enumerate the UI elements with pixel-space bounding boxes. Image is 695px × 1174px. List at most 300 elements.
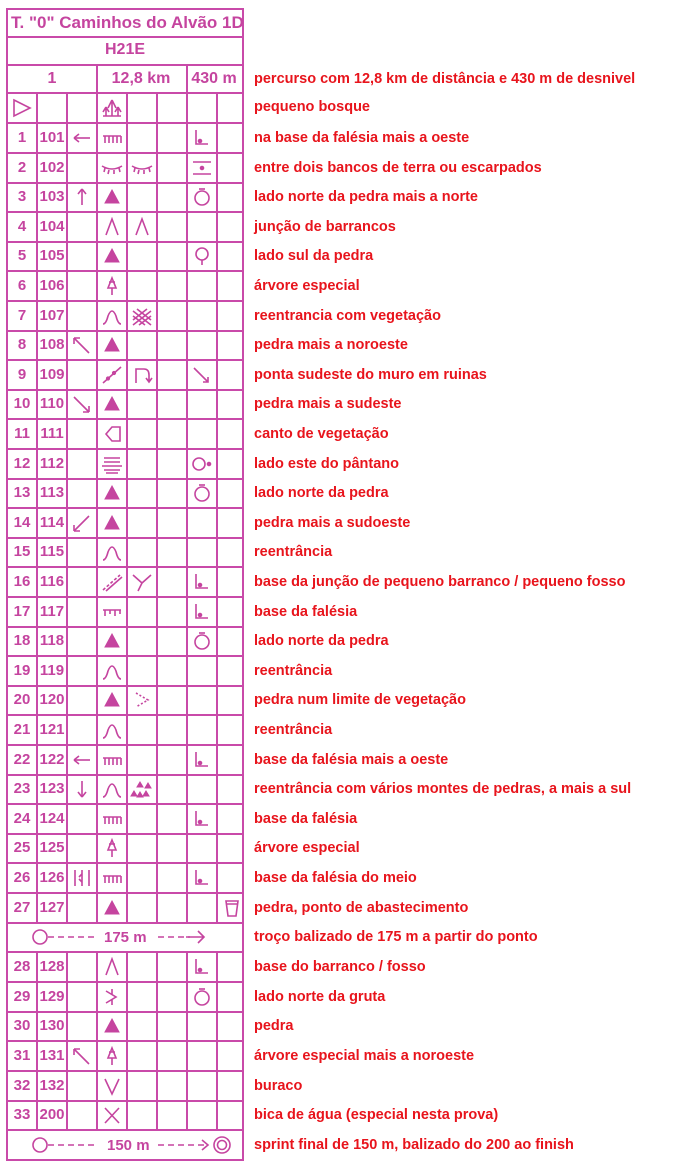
direction-s-icon <box>70 779 94 799</box>
column-f-dimensions <box>158 479 188 507</box>
column-c-which <box>68 864 98 892</box>
control-description: lado norte da gruta <box>254 988 386 1005</box>
column-d-feature <box>98 450 128 478</box>
control-number: 9 <box>8 361 38 389</box>
column-d-feature <box>98 1072 128 1100</box>
control-code: 113 <box>38 479 68 507</box>
column-c-which <box>68 390 98 418</box>
control-number: 19 <box>8 657 38 685</box>
column-f-dimensions <box>158 1042 188 1070</box>
gully-icon <box>100 217 124 237</box>
start-triangle-icon <box>10 98 34 118</box>
column-g-location <box>188 775 218 803</box>
column-d-feature <box>98 479 128 507</box>
column-h-other <box>218 775 246 803</box>
column-f-dimensions <box>158 361 188 389</box>
column-e-appearance <box>128 983 158 1011</box>
column-f-dimensions <box>158 390 188 418</box>
control-row <box>6 213 244 243</box>
column-h-other <box>218 1042 246 1070</box>
column-e-appearance <box>128 450 158 478</box>
re-entrant-icon <box>100 542 124 562</box>
column-h-other <box>218 627 246 655</box>
water-point-icon <box>100 1105 124 1125</box>
control-row <box>6 1072 244 1102</box>
column-c-which <box>68 834 98 862</box>
column-d-feature <box>98 272 128 300</box>
control-row <box>6 242 244 272</box>
course-climb: 430 m <box>191 70 237 87</box>
se-tip-icon <box>190 365 214 385</box>
column-g-location <box>188 746 218 774</box>
control-number: 11 <box>8 420 38 448</box>
column-e-appearance <box>128 420 158 448</box>
control-description: reentrancia com vegetação <box>254 307 441 324</box>
control-code: 112 <box>38 450 68 478</box>
column-g-location <box>188 568 218 596</box>
boulder-icon <box>100 483 124 503</box>
control-description: base da falésia mais a oeste <box>254 751 449 768</box>
column-g-location <box>188 1072 218 1100</box>
ditch-icon <box>100 572 124 592</box>
direction-w-icon <box>70 128 94 148</box>
column-c-which <box>68 1012 98 1040</box>
column-f-dimensions <box>158 568 188 596</box>
veg-corner-icon <box>100 424 124 444</box>
boulder-icon <box>100 246 124 266</box>
column-c-which <box>68 1101 98 1129</box>
cliff-icon <box>100 128 124 148</box>
control-number: 23 <box>8 775 38 803</box>
control-code: 119 <box>38 657 68 685</box>
north-side-icon <box>190 187 214 207</box>
column-h-other <box>218 834 246 862</box>
gully-icon <box>100 957 124 977</box>
column-g-location <box>188 598 218 626</box>
column-c-which <box>68 154 98 182</box>
control-description: buraco <box>254 1077 303 1094</box>
junction-icon <box>130 572 154 592</box>
column-c-which <box>68 983 98 1011</box>
column-h-other <box>218 746 246 774</box>
base-icon <box>190 602 214 622</box>
control-number: 31 <box>8 1042 38 1070</box>
control-number: 20 <box>8 686 38 714</box>
control-row <box>6 657 244 687</box>
control-description: pedra num limite de vegetação <box>254 692 466 709</box>
column-f-dimensions <box>158 242 188 270</box>
control-row <box>6 598 244 628</box>
control-number: 33 <box>8 1101 38 1129</box>
boulder-icon <box>100 394 124 414</box>
control-row <box>6 509 244 539</box>
course-length: 12,8 km <box>96 66 188 92</box>
control-row <box>6 390 244 420</box>
control-number: 28 <box>8 953 38 981</box>
column-c-which <box>68 598 98 626</box>
control-description: lado este do pântano <box>254 455 400 472</box>
column-d-feature <box>98 331 128 359</box>
base-icon <box>190 572 214 592</box>
column-d-feature <box>98 1101 128 1129</box>
column-d-feature <box>98 864 128 892</box>
column-h-other <box>218 124 246 152</box>
control-row <box>6 805 244 835</box>
control-description: base da falésia <box>254 810 358 827</box>
column-g-location <box>188 864 218 892</box>
control-description: lado norte da pedra mais a norte <box>254 189 478 206</box>
column-f-dimensions <box>158 657 188 685</box>
south-side-icon <box>190 246 214 266</box>
column-c-which <box>68 420 98 448</box>
boulder-icon <box>100 513 124 533</box>
column-d-feature <box>98 716 128 744</box>
tape2-length: 150 m <box>107 1136 150 1154</box>
column-d-feature <box>98 805 128 833</box>
direction-w-icon <box>70 750 94 770</box>
control-row <box>6 538 244 568</box>
control-description: árvore especial mais a noroeste <box>254 1048 475 1064</box>
column-h-other <box>218 538 246 566</box>
small-wood-icon <box>100 98 124 118</box>
column-c-which <box>68 479 98 507</box>
column-g-location <box>188 450 218 478</box>
control-number: 4 <box>8 213 38 241</box>
column-c-which <box>68 716 98 744</box>
control-code: 108 <box>38 331 68 359</box>
control-description: árvore especial <box>254 278 360 294</box>
column-h-other <box>218 242 246 270</box>
control-row <box>6 1012 244 1042</box>
column-g-location <box>188 124 218 152</box>
start-cell <box>38 94 68 122</box>
control-description: lado norte da pedra <box>254 633 389 650</box>
column-e-appearance <box>128 361 158 389</box>
column-d-feature <box>98 1042 128 1070</box>
control-row <box>6 686 244 716</box>
control-number: 8 <box>8 331 38 359</box>
control-row <box>6 479 244 509</box>
column-h-other <box>218 983 246 1011</box>
direction-sw-icon <box>70 513 94 533</box>
column-d-feature <box>98 983 128 1011</box>
column-h-other <box>218 183 246 211</box>
control-code: 114 <box>38 509 68 537</box>
column-d-feature <box>98 154 128 182</box>
column-h-other <box>218 568 246 596</box>
control-code: 124 <box>38 805 68 833</box>
column-g-location <box>188 242 218 270</box>
column-f-dimensions <box>158 509 188 537</box>
column-e-appearance <box>128 331 158 359</box>
column-h-other <box>218 331 246 359</box>
column-d-feature <box>98 124 128 152</box>
column-c-which <box>68 450 98 478</box>
column-f-dimensions <box>158 716 188 744</box>
column-e-appearance <box>128 598 158 626</box>
cliff-icon <box>100 750 124 770</box>
control-code: 106 <box>38 272 68 300</box>
control-number: 13 <box>8 479 38 507</box>
control-code: 129 <box>38 983 68 1011</box>
control-description: base da falésia <box>254 603 358 620</box>
column-e-appearance <box>128 746 158 774</box>
column-c-which <box>68 331 98 359</box>
boulder-icon <box>100 1016 124 1036</box>
column-g-location <box>188 154 218 182</box>
column-g-location <box>188 716 218 744</box>
column-g-location <box>188 686 218 714</box>
direction-nw-icon <box>70 335 94 355</box>
control-description: na base da falésia mais a oeste <box>254 130 470 146</box>
control-code: 122 <box>38 746 68 774</box>
base-icon <box>190 750 214 770</box>
column-g-location <box>188 272 218 300</box>
control-description: ponta sudeste do muro em ruinas <box>254 366 487 383</box>
re-entrant-icon <box>100 720 124 740</box>
tape1-description: troço balizado de 175 m a partir do ponto <box>254 929 538 946</box>
cliff-icon <box>100 868 124 888</box>
control-row <box>6 361 244 391</box>
north-side-icon <box>190 631 214 651</box>
earth-bank-icon <box>130 158 154 178</box>
control-number: 12 <box>8 450 38 478</box>
column-d-feature <box>98 242 128 270</box>
control-description: junção de barrancos <box>254 218 396 235</box>
control-number: 30 <box>8 1012 38 1040</box>
column-e-appearance <box>128 894 158 922</box>
column-e-appearance <box>128 272 158 300</box>
control-description: entre dois bancos de terra ou escarpados <box>254 159 542 176</box>
tape1-length: 175 m <box>104 929 147 947</box>
column-f-dimensions <box>158 627 188 655</box>
column-h-other <box>218 1012 246 1040</box>
column-d-feature <box>98 746 128 774</box>
control-number: 24 <box>8 805 38 833</box>
column-g-location <box>188 627 218 655</box>
column-e-appearance <box>128 538 158 566</box>
column-d-feature <box>98 598 128 626</box>
column-f-dimensions <box>158 272 188 300</box>
control-description: reentrância <box>254 722 333 738</box>
start-symbol <box>8 94 38 122</box>
base-icon <box>190 957 214 977</box>
column-c-which <box>68 213 98 241</box>
column-e-appearance <box>128 390 158 418</box>
column-c-which <box>68 242 98 270</box>
column-g-location <box>188 953 218 981</box>
column-d-feature <box>98 183 128 211</box>
direction-n-icon <box>70 187 94 207</box>
boulder-icon <box>100 898 124 918</box>
earth-bank-icon <box>100 158 124 178</box>
column-e-appearance <box>128 686 158 714</box>
re-entrant-icon <box>100 306 124 326</box>
column-f-dimensions <box>158 124 188 152</box>
control-number: 27 <box>8 894 38 922</box>
column-e-appearance <box>128 1012 158 1040</box>
column-c-which <box>68 627 98 655</box>
control-row <box>6 272 244 302</box>
column-g-location <box>188 983 218 1011</box>
control-description: pedra mais a sudoeste <box>254 514 411 531</box>
boulder-icon <box>100 335 124 355</box>
control-description: base do barranco / fosso <box>254 959 426 976</box>
column-f-dimensions <box>158 183 188 211</box>
column-e-appearance <box>128 302 158 330</box>
north-side-icon <box>190 987 214 1007</box>
start-row <box>6 94 244 124</box>
header-description: percurso com 12,8 km de distância e 430 m de desnivel <box>254 71 636 87</box>
control-number: 7 <box>8 302 38 330</box>
column-e-appearance <box>128 864 158 892</box>
column-c-which <box>68 568 98 596</box>
column-g-location <box>188 479 218 507</box>
control-description: pedra <box>254 1018 294 1035</box>
tape1-row <box>6 923 244 953</box>
column-d-feature <box>98 1012 128 1040</box>
start-feature <box>98 94 128 122</box>
control-row <box>6 124 244 154</box>
column-h-other <box>218 598 246 626</box>
column-g-location <box>188 302 218 330</box>
column-h-other <box>218 361 246 389</box>
column-c-which <box>68 1042 98 1070</box>
vegetation-icon <box>130 306 154 326</box>
column-f-dimensions <box>158 864 188 892</box>
control-number: 15 <box>8 538 38 566</box>
control-number: 21 <box>8 716 38 744</box>
column-f-dimensions <box>158 213 188 241</box>
control-row <box>6 1101 244 1131</box>
control-description: pedra mais a noroeste <box>254 337 408 354</box>
control-row <box>6 775 244 805</box>
base-icon <box>190 868 214 888</box>
column-h-other <box>218 154 246 182</box>
control-row <box>6 420 244 450</box>
column-f-dimensions <box>158 154 188 182</box>
control-number: 14 <box>8 509 38 537</box>
control-number: 18 <box>8 627 38 655</box>
control-code: 125 <box>38 834 68 862</box>
boulder-icon <box>100 631 124 651</box>
column-d-feature <box>98 361 128 389</box>
column-g-location <box>188 420 218 448</box>
column-d-feature <box>98 509 128 537</box>
column-h-other <box>218 686 246 714</box>
column-f-dimensions <box>158 953 188 981</box>
column-c-which <box>68 686 98 714</box>
column-g-location <box>188 1101 218 1129</box>
control-code: 105 <box>38 242 68 270</box>
column-f-dimensions <box>158 331 188 359</box>
special-tree-icon <box>100 1046 124 1066</box>
control-description: pedra mais a sudeste <box>254 396 402 413</box>
control-number: 5 <box>8 242 38 270</box>
column-h-other <box>218 894 246 922</box>
control-code: 111 <box>38 420 68 448</box>
between-icon <box>190 158 214 178</box>
column-e-appearance <box>128 568 158 596</box>
cave-icon <box>100 987 124 1007</box>
control-row <box>6 834 244 864</box>
control-code: 132 <box>38 1072 68 1100</box>
control-number: 25 <box>8 834 38 862</box>
end-icon <box>130 365 154 385</box>
column-d-feature <box>98 657 128 685</box>
column-c-which <box>68 272 98 300</box>
column-h-other <box>218 657 246 685</box>
special-tree-icon <box>100 276 124 296</box>
column-c-which <box>68 894 98 922</box>
control-code: 107 <box>38 302 68 330</box>
column-c-which <box>68 302 98 330</box>
control-number: 10 <box>8 390 38 418</box>
column-e-appearance <box>128 805 158 833</box>
column-g-location <box>188 538 218 566</box>
column-f-dimensions <box>158 538 188 566</box>
control-code: 130 <box>38 1012 68 1040</box>
control-description: reentrância com vários montes de pedras, a mais a sul <box>254 781 632 798</box>
control-row <box>6 746 244 776</box>
control-description: reentrância <box>254 662 333 679</box>
re-entrant-icon <box>100 779 124 799</box>
column-c-which <box>68 746 98 774</box>
control-number: 3 <box>8 183 38 211</box>
boulder-icon <box>100 690 124 710</box>
control-row <box>6 864 244 894</box>
control-row <box>6 1042 244 1072</box>
column-f-dimensions <box>158 1072 188 1100</box>
control-number: 16 <box>8 568 38 596</box>
control-row <box>6 627 244 657</box>
event-title: T. "0" Caminhos do Alvão 1D <box>6 8 244 38</box>
control-code: 126 <box>38 864 68 892</box>
column-c-which <box>68 953 98 981</box>
column-h-other <box>218 213 246 241</box>
control-row <box>6 568 244 598</box>
column-d-feature <box>98 302 128 330</box>
control-code: 110 <box>38 390 68 418</box>
control-row <box>6 302 244 332</box>
control-row <box>6 716 244 746</box>
control-code: 115 <box>38 538 68 566</box>
column-e-appearance <box>128 479 158 507</box>
column-f-dimensions <box>158 450 188 478</box>
column-e-appearance <box>128 154 158 182</box>
column-g-location <box>188 361 218 389</box>
column-c-which <box>68 775 98 803</box>
control-code: 123 <box>38 775 68 803</box>
column-h-other <box>218 272 246 300</box>
control-code: 101 <box>38 124 68 152</box>
column-d-feature <box>98 420 128 448</box>
column-f-dimensions <box>158 302 188 330</box>
control-number: 32 <box>8 1072 38 1100</box>
column-c-which <box>68 183 98 211</box>
control-description: bica de água (especial nesta prova) <box>254 1107 499 1124</box>
column-g-location <box>188 183 218 211</box>
control-description: lado sul da pedra <box>254 248 374 265</box>
column-c-which <box>68 657 98 685</box>
control-description: reentrância <box>254 544 333 561</box>
control-code: 128 <box>38 953 68 981</box>
column-e-appearance <box>128 242 158 270</box>
column-f-dimensions <box>158 1012 188 1040</box>
start-cell <box>128 94 158 122</box>
control-row <box>6 331 244 361</box>
stony-icon <box>130 779 154 799</box>
